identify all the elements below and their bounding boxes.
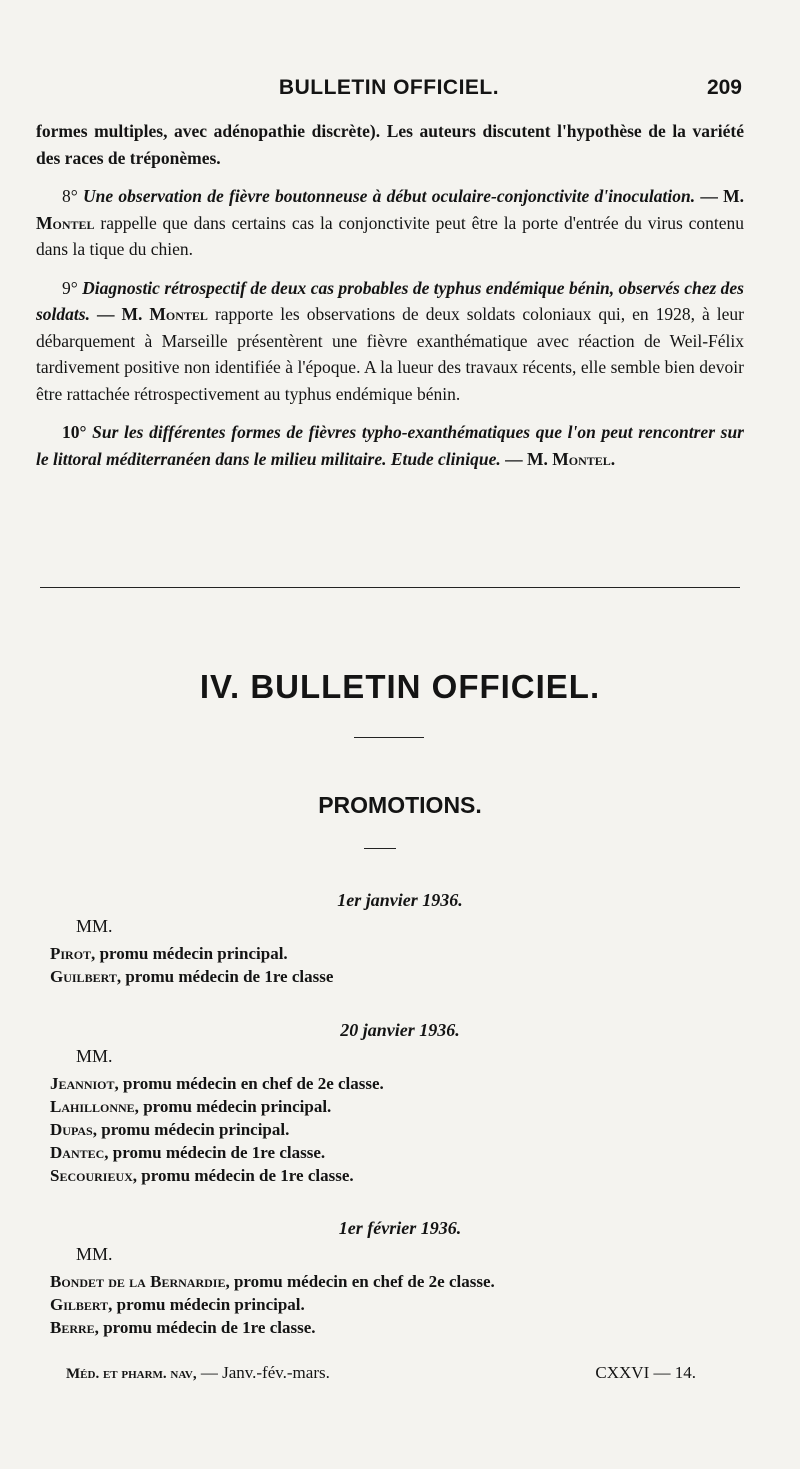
item-number: 10°	[62, 422, 87, 442]
author-separator: — M.	[89, 304, 150, 324]
page-footer	[66, 1363, 696, 1387]
footer-signature: CXXVI — 14.	[595, 1363, 696, 1382]
salutation: MM.	[76, 1244, 113, 1264]
promotion-date: 1er janvier 1936.	[337, 890, 463, 910]
promotion-text: promu médecin principal.	[95, 944, 288, 963]
paragraph-1: formes multiples, avec adénopathie discrète). Les auteurs discutent l'hypothèse de la variété des races de tréponèmes.	[36, 121, 744, 168]
section-subtitle: PROMOTIONS.	[318, 792, 482, 818]
promotion-text: promu médecin de 1re classe.	[108, 1143, 326, 1162]
salutation: MM.	[76, 916, 113, 936]
officer-name: Pirot,	[50, 944, 96, 963]
list-item	[50, 942, 750, 965]
officer-name: Guilbert,	[50, 967, 122, 986]
journal-issue: — Janv.-fév.-mars.	[196, 1363, 330, 1382]
promotion-text: promu médecin principal.	[138, 1097, 332, 1116]
title-rule	[354, 737, 424, 738]
section-title: IV. BULLETIN OFFICIEL.	[199, 668, 601, 705]
officer-name: Lahillonne,	[50, 1097, 139, 1116]
body-text	[36, 118, 744, 484]
running-head	[36, 76, 742, 106]
promotion-text: promu médecin principal.	[96, 1120, 290, 1139]
paragraph-4	[36, 419, 744, 472]
paragraph-3	[36, 275, 744, 408]
item-text: rapporte les observations de deux soldats coloniaux qui, en 1928, à leur débarquement à Marseille présentèrent une fièvre exanthématique avec réaction de Weil-Félix tardivement positive non identifiée à l'époque. A la lueur des travaux récents, elle semble bien devoir être rattachée rétrospectivement au typhus endémique bénin.	[36, 304, 744, 404]
salutation: MM.	[76, 1046, 113, 1066]
journal-name: Méd. et pharm. nav,	[66, 1366, 197, 1382]
promotion-list	[50, 1072, 750, 1187]
officer-name: Dantec,	[50, 1143, 109, 1162]
item-title: Une observation de fièvre boutonneuse à début oculaire-conjonctivite d'inoculation.	[83, 186, 696, 206]
list-item	[50, 1293, 750, 1316]
item-number: 9°	[62, 277, 78, 298]
promotion-text: promu médecin de 1re classe.	[98, 1318, 316, 1337]
promotion-text: promu médecin principal.	[112, 1295, 305, 1314]
page-number: 209	[706, 76, 742, 99]
promotion-date: 20 janvier 1936.	[340, 1020, 460, 1040]
paragraph-2	[36, 183, 744, 263]
author-separator: — M.	[695, 186, 744, 206]
officer-name: Berre,	[50, 1318, 99, 1337]
list-item	[50, 965, 750, 988]
item-title: Diagnostic rétrospectif de deux cas probables de typhus endémique bénin, observés chez des soldats.	[36, 277, 744, 324]
section-divider	[40, 587, 740, 588]
list-item	[50, 1095, 750, 1118]
item-title: Sur les différentes formes de fièvres typho-exanthématiques que l'on peut rencontrer sur le littoral méditerranéen dans le milieu militaire. Etude clinique.	[36, 422, 744, 469]
subtitle-rule	[364, 848, 396, 849]
list-item	[50, 1316, 750, 1339]
author-separator: — M.	[500, 448, 553, 469]
promotion-list	[50, 1270, 750, 1339]
list-item	[50, 1072, 750, 1095]
author-name: Montel	[149, 304, 208, 324]
list-item	[50, 1118, 750, 1141]
officer-name: Dupas,	[50, 1120, 97, 1139]
promotion-text: promu médecin en chef de 2e classe.	[229, 1272, 495, 1291]
footer-journal	[66, 1363, 330, 1383]
list-item	[50, 1270, 750, 1293]
promotion-text: promu médecin de 1re classe	[121, 967, 334, 986]
officer-name: Bondet de la Bernardie,	[50, 1272, 230, 1291]
list-item	[50, 1141, 750, 1164]
author-name: Montel	[36, 212, 95, 233]
item-text: rappelle que dans certains cas la conjonctivite peut être la porte d'entrée du virus contenu dans la tique du chien.	[36, 212, 744, 259]
item-number: 8°	[62, 186, 78, 206]
promotion-date: 1er février 1936.	[338, 1218, 462, 1238]
officer-name: Jeanniot,	[50, 1074, 119, 1093]
promotion-list	[50, 942, 750, 988]
author-name: Montel.	[552, 448, 616, 469]
promotion-text: promu médecin de 1re classe.	[137, 1166, 354, 1185]
officer-name: Gilbert,	[50, 1295, 113, 1314]
running-title: BULLETIN OFFICIEL.	[278, 76, 500, 99]
promotion-text: promu médecin en chef de 2e classe.	[118, 1074, 384, 1093]
list-item	[50, 1164, 750, 1187]
officer-name: Secourieux,	[50, 1166, 138, 1185]
